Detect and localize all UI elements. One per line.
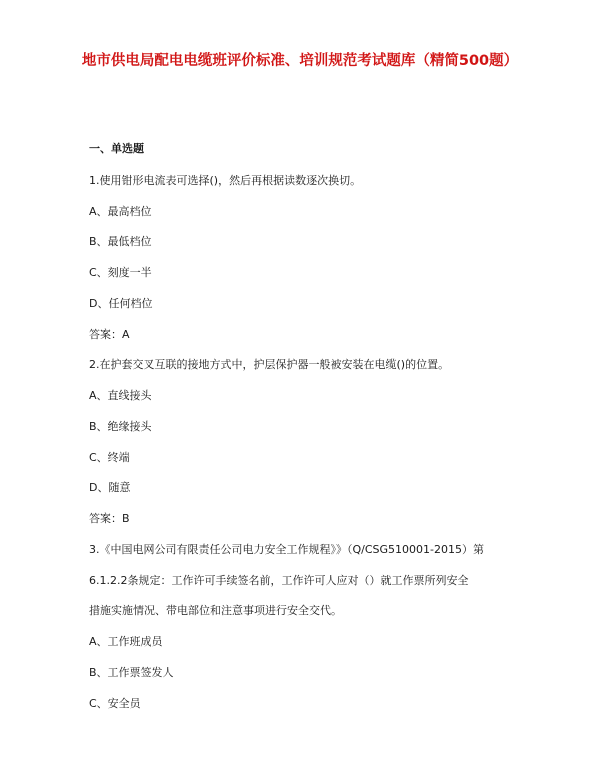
question-2-option-b: B、绝缘接头	[89, 420, 152, 433]
question-2-option-a: A、直线接头	[89, 389, 152, 402]
document-title: 地市供电局配电电缆班评价标准、培训规范考试题库（精简500题）	[81, 53, 519, 69]
question-3-stem-line-3: 措施实施情况、带电部位和注意事项进行安全交代。	[89, 604, 342, 617]
question-1-option-b: B、最低档位	[89, 235, 152, 248]
question-1-option-d: D、任何档位	[89, 297, 153, 310]
question-2-stem: 2.在护套交叉互联的接地方式中，护层保护器一般被安装在电缆()的位置。	[89, 358, 450, 371]
question-3-option-b: B、工作票签发人	[89, 666, 174, 679]
question-1-option-a: A、最高档位	[89, 205, 152, 218]
question-3-stem-line-1: 3.《中国电网公司有限责任公司电力安全工作规程》》（Q/CSG510001-2015）第	[89, 543, 484, 556]
question-2-option-d: D、随意	[89, 481, 131, 494]
question-1-answer: 答案：A	[89, 328, 130, 341]
question-2-answer: 答案：B	[89, 512, 130, 525]
question-1-option-c: C、刻度一半	[89, 266, 152, 279]
question-1-stem: 1.使用钳形电流表可选择()，然后再根据读数逐次换切。	[89, 174, 362, 187]
question-3-option-a: A、工作班成员	[89, 635, 163, 648]
question-2-option-c: C、终端	[89, 451, 130, 464]
section-heading: 一、单选题	[89, 142, 144, 155]
question-3-option-c: C、安全员	[89, 697, 141, 710]
question-3-stem-line-2: 6.1.2.2条规定：工作许可手续签名前，工作许可人应对（）就工作票所列安全	[89, 574, 469, 587]
